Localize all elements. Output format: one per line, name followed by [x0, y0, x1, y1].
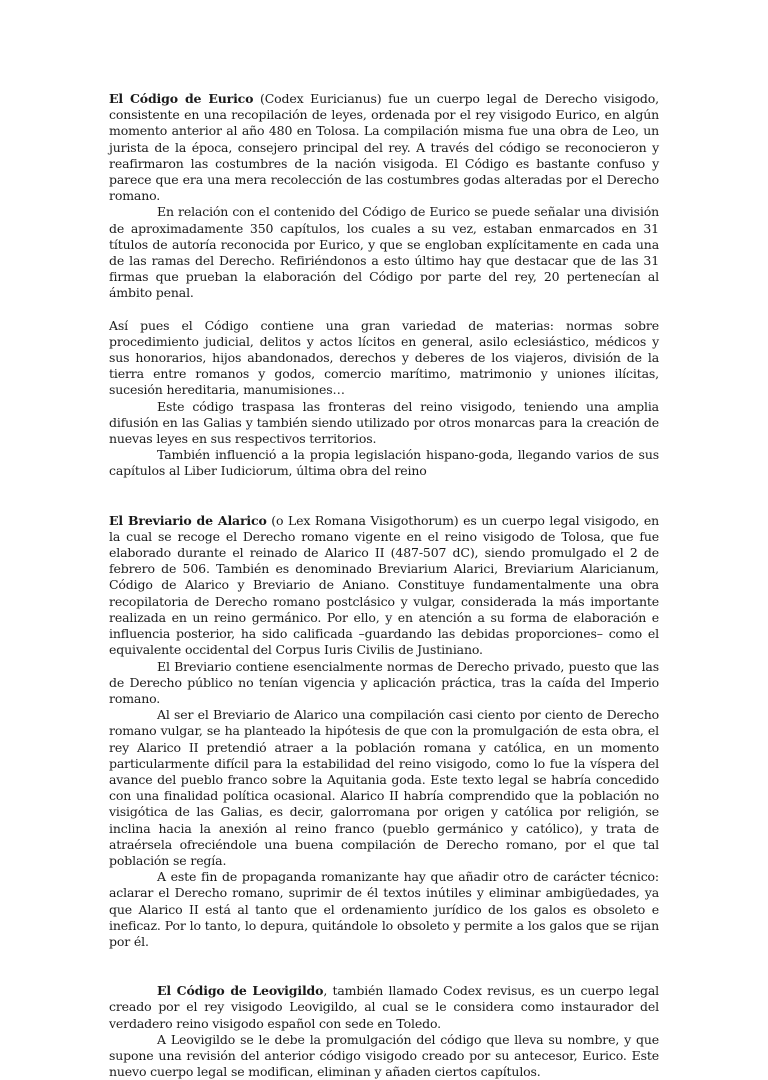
paragraph-text: (Codex Euricianus) fue un cuerpo legal de Derecho visigodo, consistente en una recopilación de leyes, ordenada por el rey visigodo Eurico, en algún momento anterior al año 480 en Tolosa. La compilación misma fue una obra de Leo, un jurista de la época, consejero principal del rey. A través del código se reconocieron y reafirmaron las costumbres de la nación visigoda. El Código es bastante confuso y parece que era una mera recolección de las costumbres godas alteradas por el Derecho romano.	[109, 91, 659, 204]
paragraph-alarico-hipotesis: Al ser el Breviario de Alarico una compilación casi ciento por ciento de Derecho romano vulgar, se ha planteado la hipótesis de que con la promulgación de esta obra, el rey Alarico II pretendió atraer a la población romana y católica, en un momento particularmente difícil para la estabilidad del reino visigodo, como lo fue la víspera del avance del pueblo franco sobre la Aquitania goda. Este texto legal se habría concedido con una finalidad política ocasional. Alarico II habría comprendido que la población no visigótica de las Galias, es decir, galorromana por origen y católica por religión, se inclina hacia la anexión al reino franco (pueblo germánico y católico), y trata de atraérsela ofreciéndole una buena compilación de Derecho romano, por el que tal población se regía.	[109, 707, 659, 868]
heading-breviario-alarico: El Breviario de Alarico	[109, 512, 267, 528]
paragraph-eurico-intro	[109, 91, 659, 204]
paragraph-text: , también llamado Codex revisus, es un cuerpo legal creado por el rey visigodo Leovigildo, al cual se le considera como instaurador del verdadero reino visigodo español con sede en Toledo.	[109, 983, 659, 1031]
paragraph-text: (o Lex Romana Visigothorum) es un cuerpo legal visigodo, en la cual se recoge el Derecho romano vigente en el reino visigodo de Tolosa, que fue elaborado durante el reinado de Alarico II (487-507 dC), siendo promulgado el 2 de febrero de 506. También es denominado Breviarium Alarici, Breviarium Alaricianum, Código de Alarico y Breviario de Aniano. Constituye fundamentalmente una obra recopilatoria de Derecho romano postclásico y vulgar, considerada la más importante realizada en un reino germánico. Por ello, y en atención a su forma de elaboración e influencia posterior, ha sido calificada –guardando las debidas proporciones– como el equivalente occidental del Corpus Iuris Civilis de Justiniano.	[109, 512, 659, 658]
paragraph-leovigildo-intro	[109, 983, 659, 1032]
heading-codigo-eurico: El Código de Eurico	[109, 91, 254, 106]
paragraph-alarico-privado: El Breviario contiene esencialmente normas de Derecho privado, puesto que las de Derecho público no tenían vigencia y aplicación práctica, tras la caída del Imperio romano.	[109, 658, 659, 706]
heading-codigo-leovigildo: El Código de Leovigildo	[157, 983, 324, 999]
paragraph-eurico-difusion: Este código traspasa las fronteras del reino visigodo, teniendo una amplia difusión en las Galias y también siendo utilizado por otros monarcas para la creación de nuevas leyes en sus respectivos territorios.	[109, 398, 659, 447]
paragraph-eurico-influencia: También influenció a la propia legislación hispano-goda, llegando varios de sus capítulos al Liber Iudiciorum, última obra del reino	[109, 447, 659, 479]
paragraph-eurico-materias: Así pues el Código contiene una gran variedad de materias: normas sobre procedimiento judicial, delitos y actos lícitos en general, asilo eclesiástico, médicos y sus honorarios, hijos abandonados, derechos y deberes de los viajeros, división de la tierra entre romanos y godos, comercio marítimo, matrimonio y uniones ilícitas, sucesión hereditaria, manumisiones…	[109, 317, 659, 398]
paragraph-eurico-contenido: En relación con el contenido del Código de Eurico se puede señalar una división de aproximadamente 350 capítulos, los cuales a su vez, estaban enmarcados en 31 títulos de autoría reconocida por Eurico, y que se engloban explícitamente en cada una de las ramas del Derecho. Refiriéndonos a esto último hay que destacar que de las 31 firmas que prueban la elaboración del Código por parte del rey, 20 pertenecían al ámbito penal.	[109, 204, 659, 301]
paragraph-leovigildo-revision: A Leovigildo se le debe la promulgación del código que lleva su nombre, y que supone una revisión del anterior código visigodo creado por su antecesor, Eurico. Este nuevo cuerpo legal se modifican, eliminan y añaden ciertos capítulos.	[109, 1031, 659, 1080]
paragraph-alarico-intro	[109, 513, 659, 659]
paragraph-alarico-propaganda: A este fin de propaganda romanizante hay que añadir otro de carácter técnico: aclarar el Derecho romano, suprimir de él textos inútiles y eliminar ambigüedades, ya que Alarico II está al tanto que el ordenamiento jurídico de los galos es obsoleto e ineficaz. Por lo tanto, lo depura, quitándole lo obsoleto y permite a los galos que se rijan por él.	[109, 869, 659, 949]
